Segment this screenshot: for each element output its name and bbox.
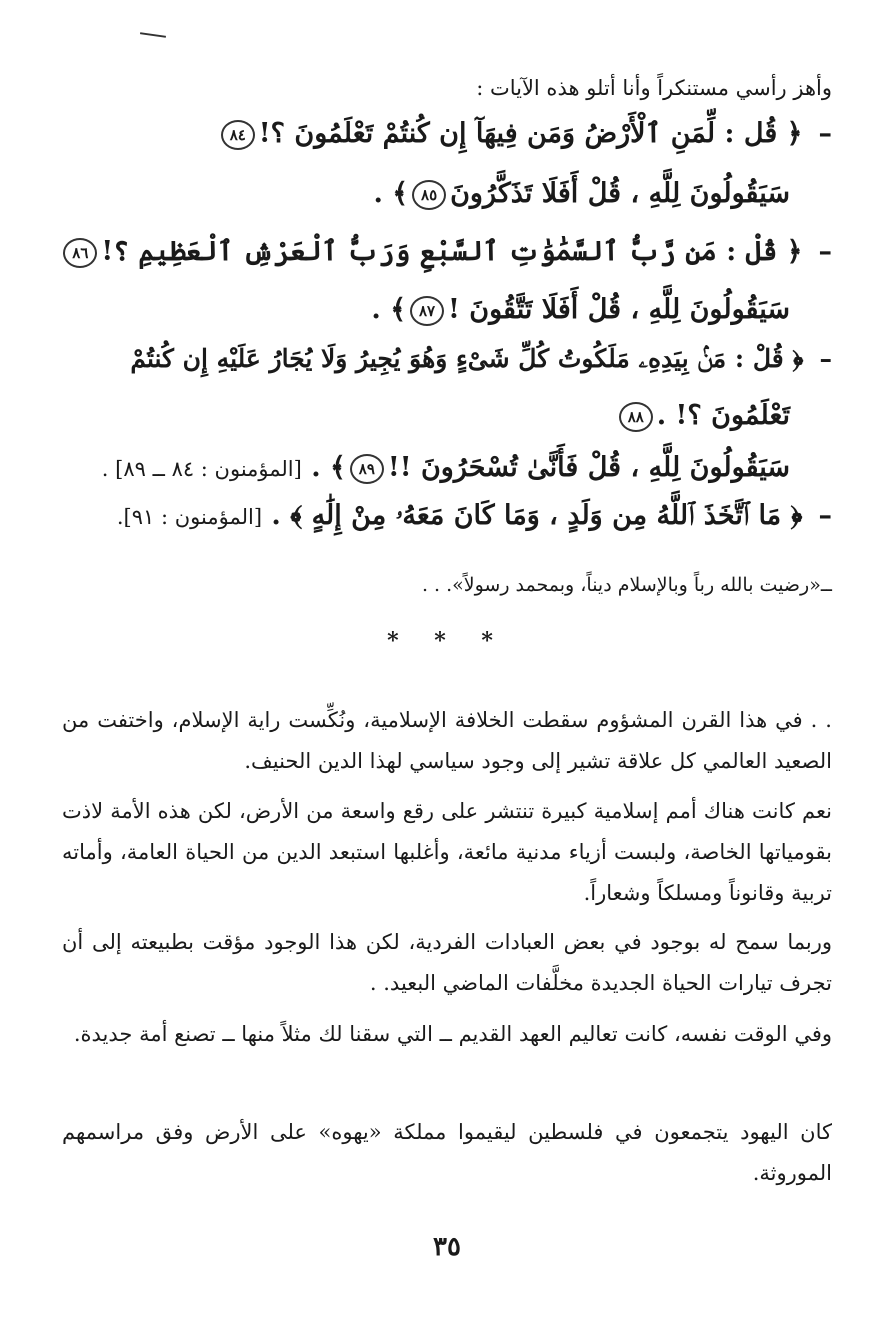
verse-text: سَيَقُولُونَ لِلَّهِ ، قُلْ أَفَلَا تَتَّقُونَ ! — [448, 294, 790, 325]
verse-text: ﴿ قُل : لِّمَنِ ٱلْأَرْضُ وَمَن فِيهَآ إِن كُنتُمْ تَعْلَمُونَ ؟! — [258, 118, 803, 149]
verse-number: ٨٧ — [410, 296, 444, 326]
paragraph: كان اليهود يتجمعون في فلسطين ليقيموا مملكة «يهوه» على الأرض وفق مراسمهم الموروثة. — [62, 1120, 832, 1185]
verse-reference: [المؤمنون : ٩١]. — [116, 505, 263, 529]
verse-end: ﴾ . — [373, 178, 409, 209]
closing-line: ــ«رضيت بالله رباً وبالإسلام ديناً، وبمحمد رسولاً». . . — [421, 574, 832, 596]
verse-dash: – — [818, 236, 832, 267]
verse-reference: [المؤمنون : ٨٤ ــ ٨٩] . — [101, 457, 302, 481]
verse-line — [80, 344, 832, 374]
verse-dash: – — [818, 500, 832, 531]
verse-text: ﴿ قُلْ : مَن رَّبُّ ٱلسَّمَٰوَٰتِ ٱلسَّبْعِ وَرَبُّ ٱلْعَرْشِ ٱلْعَظِيمِ ؟! — [101, 236, 803, 267]
page-number: ٣٥ — [433, 1232, 461, 1262]
verse-line — [80, 294, 790, 326]
section-separator: * * * — [387, 628, 507, 654]
verse-number: ٨٤ — [221, 120, 255, 150]
corner-mark — [140, 32, 166, 38]
verse-end: ﴾ . — [371, 294, 407, 325]
paragraph: . . في هذا القرن المشؤوم سقطت الخلافة الإسلامية، ونُكِّست راية الإسلام، واختفت من الصعيد العالمي كل علاقة تشير إلى وجود سياسي لهذا الدين الحنيف. — [62, 708, 832, 773]
verse-line — [80, 400, 790, 432]
verse-line — [72, 236, 832, 268]
paragraph: وربما سمح له بوجود في بعض العبادات الفردية، لكن هذا الوجود مؤقت بطبيعته إلى أن تجرف تيارات الحياة الجديدة مخلَّفات الماضي البعيد. . — [62, 930, 832, 995]
verse-dash: – — [819, 344, 832, 373]
verse-number: ٨٦ — [63, 238, 97, 268]
intro-line: وأهز رأسي مستنكراً وأنا أتلو هذه الآيات : — [476, 76, 832, 100]
verse-number: ٨٩ — [350, 454, 384, 484]
verse-dash: – — [818, 118, 832, 149]
verse-line — [80, 500, 832, 532]
verse-text: سَيَقُولُونَ لِلَّهِ ، قُلْ أَفَلَا تَذَكَّرُونَ — [450, 178, 790, 209]
verse-line — [80, 452, 790, 484]
verse-text: ﴿ قُلْ : مَنۢ بِيَدِهِۦ مَلَكُوتُ كُلِّ شَىْءٍ وَهُوَ يُجِيرُ وَلَا يُجَارُ عَلَيْهِ إِن كُنتُمْ — [130, 344, 804, 373]
verse-line — [80, 118, 832, 150]
verse-number: ٨٥ — [412, 180, 446, 210]
paragraph: وفي الوقت نفسه، كانت تعاليم العهد القديم ــ التي سقنا لك مثلاً منها ــ تصنع أمة جديدة. — [73, 1022, 832, 1046]
paragraph: نعم كانت هناك أمم إسلامية كبيرة تنتشر على رقع واسعة من الأرض، لكن هذه الأمة لاذت بقومياتها الخاصة، ولبست أزياء مدنية مائعة، وأغلبها استبعد الدين من الحياة العامة، وأماته تربية وقانوناً ومسلكاً وشعاراً. — [62, 799, 832, 905]
verse-text: تَعْلَمُونَ ؟! . — [656, 400, 790, 431]
verse-number: ٨٨ — [619, 402, 653, 432]
verse-end: ﴾ . — [311, 452, 346, 483]
verse-text: ﴿ مَا ٱتَّخَذَ ٱللَّهُ مِن وَلَدٍ ، وَمَا كَانَ مَعَهُۥ مِنْ إِلَٰهٍ ﴾ . — [271, 500, 803, 531]
verse-text: سَيَقُولُونَ لِلَّهِ ، قُلْ فَأَنَّىٰ تُسْحَرُونَ !! — [387, 452, 790, 483]
verse-line — [80, 178, 790, 210]
